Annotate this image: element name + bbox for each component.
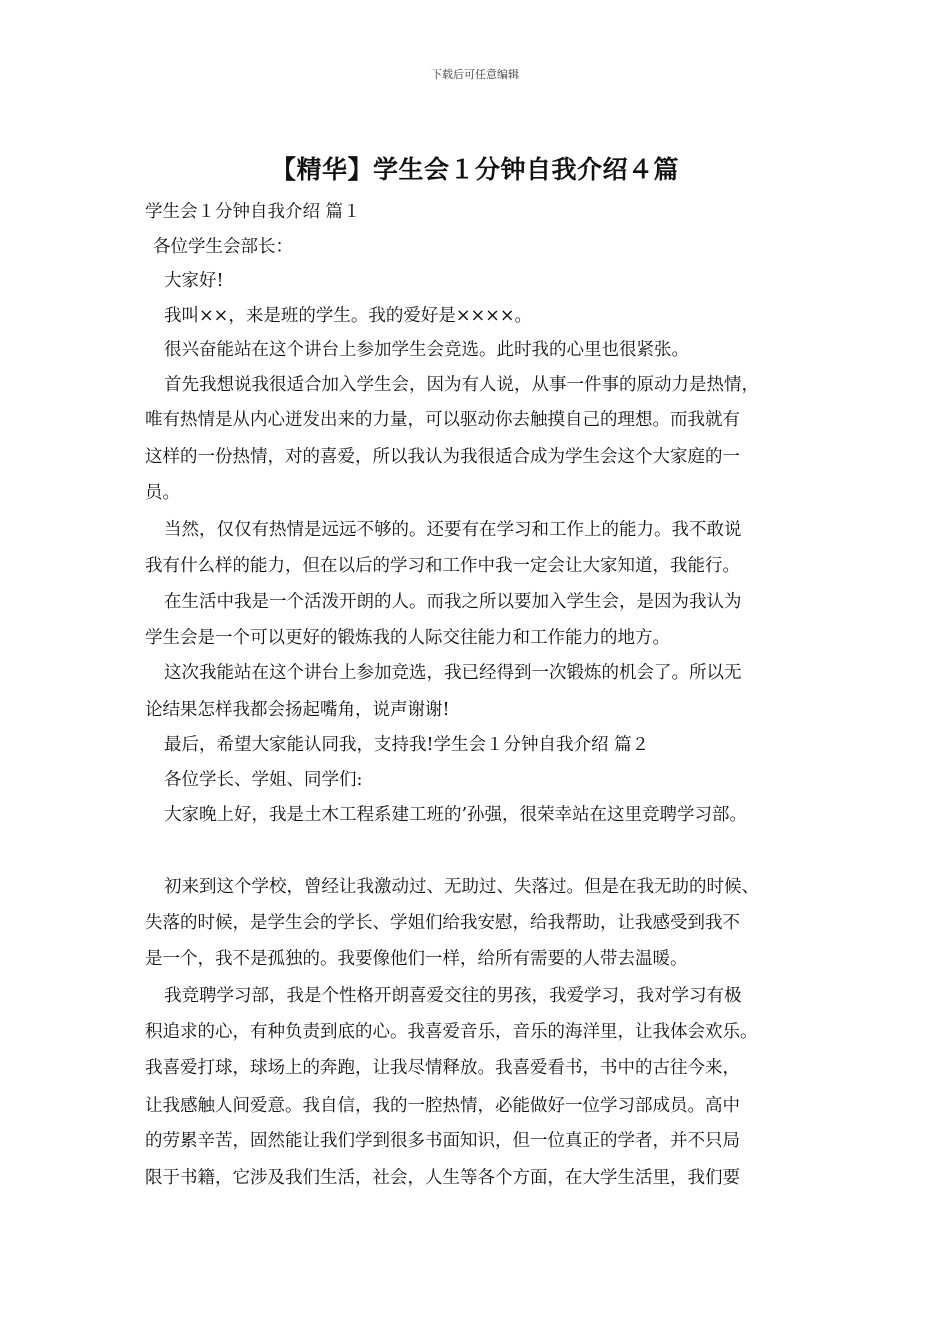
document-title: 【精华】学生会１分钟自我介绍４篇	[270, 155, 679, 184]
text-line: 初来到这个学校，曾经让我激动过、无助过、失落过。但是在我无助的时候、	[164, 877, 759, 897]
text-line: 限于书籍，它涉及我们生活，社会，人生等各个方面，在大学生活里，我们要	[145, 1168, 740, 1188]
text-line: 我叫××，来是班的学生。我的爱好是××××。	[164, 306, 532, 326]
text-line: 的劳累辛苦，固然能让我们学到很多书面知识，但一位真正的学者，并不只局	[145, 1131, 740, 1151]
text-line: 我竞聘学习部，我是个性格开朗喜爱交往的男孩，我爱学习，我对学习有极	[164, 986, 742, 1006]
text-line: 唯有热情是从内心迸发出来的力量，可以驱动你去触摸自己的理想。而我就有	[145, 410, 740, 430]
text-line: 员。	[145, 483, 180, 503]
text-line: 当然，仅仅有热情是远远不够的。还要有在学习和工作上的能力。我不敢说	[164, 520, 742, 540]
text-line: 大家晚上好，我是土木工程系建工班的’孙强，很荣幸站在这里竞聘学习部。	[164, 805, 748, 825]
text-line: 在生活中我是一个活泼开朗的人。而我之所以要加入学生会，是因为我认为	[164, 592, 742, 612]
text-line: 积追求的心，有种负责到底的心。我喜爱音乐，音乐的海洋里，让我体会欢乐。	[145, 1022, 758, 1042]
text-line: 首先我想说我很适合加入学生会，因为有人说，从事一件事的原动力是热情，	[164, 375, 759, 395]
text-line: 是一个，我不是孤独的。我要像他们一样，给所有需要的人带去温暖。	[145, 949, 688, 969]
header-note: 下载后可任意编辑	[431, 68, 519, 81]
text-line: 我喜爱打球，球场上的奔跑，让我尽情释放。我喜爱看书，书中的古往今来，	[145, 1058, 740, 1078]
text-line: 论结果怎样我都会扬起嘴角，说声谢谢!	[145, 700, 450, 720]
text-line: 这样的一份热情，对的喜爱，所以我认为我很适合成为学生会这个大家庭的一	[145, 447, 740, 467]
text-line: 最后，希望大家能认同我，支持我!学生会１分钟自我介绍 篇２	[164, 735, 650, 755]
text-line: 各位学生会部长：	[153, 237, 293, 257]
text-line: 我有什么样的能力，但在以后的学习和工作中我一定会让大家知道，我能行。	[145, 556, 740, 576]
text-line: 失落的时候，是学生会的学长、学姐们给我安慰，给我帮助，让我感受到我不	[145, 913, 740, 933]
section-heading-1: 学生会１分钟自我介绍 篇１	[145, 202, 361, 222]
text-line: 各位学长、学姐、同学们:	[164, 770, 363, 790]
text-line: 学生会是一个可以更好的锻炼我的人际交往能力和工作能力的地方。	[145, 628, 670, 648]
text-line: 大家好!	[164, 271, 224, 291]
text-line: 让我感触人间爱意。我自信，我的一腔热情，必能做好一位学习部成员。高中	[145, 1096, 740, 1116]
text-line: 这次我能站在这个讲台上参加竞选，我已经得到一次锻炼的机会了。所以无	[164, 663, 742, 683]
text-line: 很兴奋能站在这个讲台上参加学生会竞选。此时我的心里也很紧张。	[164, 340, 689, 360]
